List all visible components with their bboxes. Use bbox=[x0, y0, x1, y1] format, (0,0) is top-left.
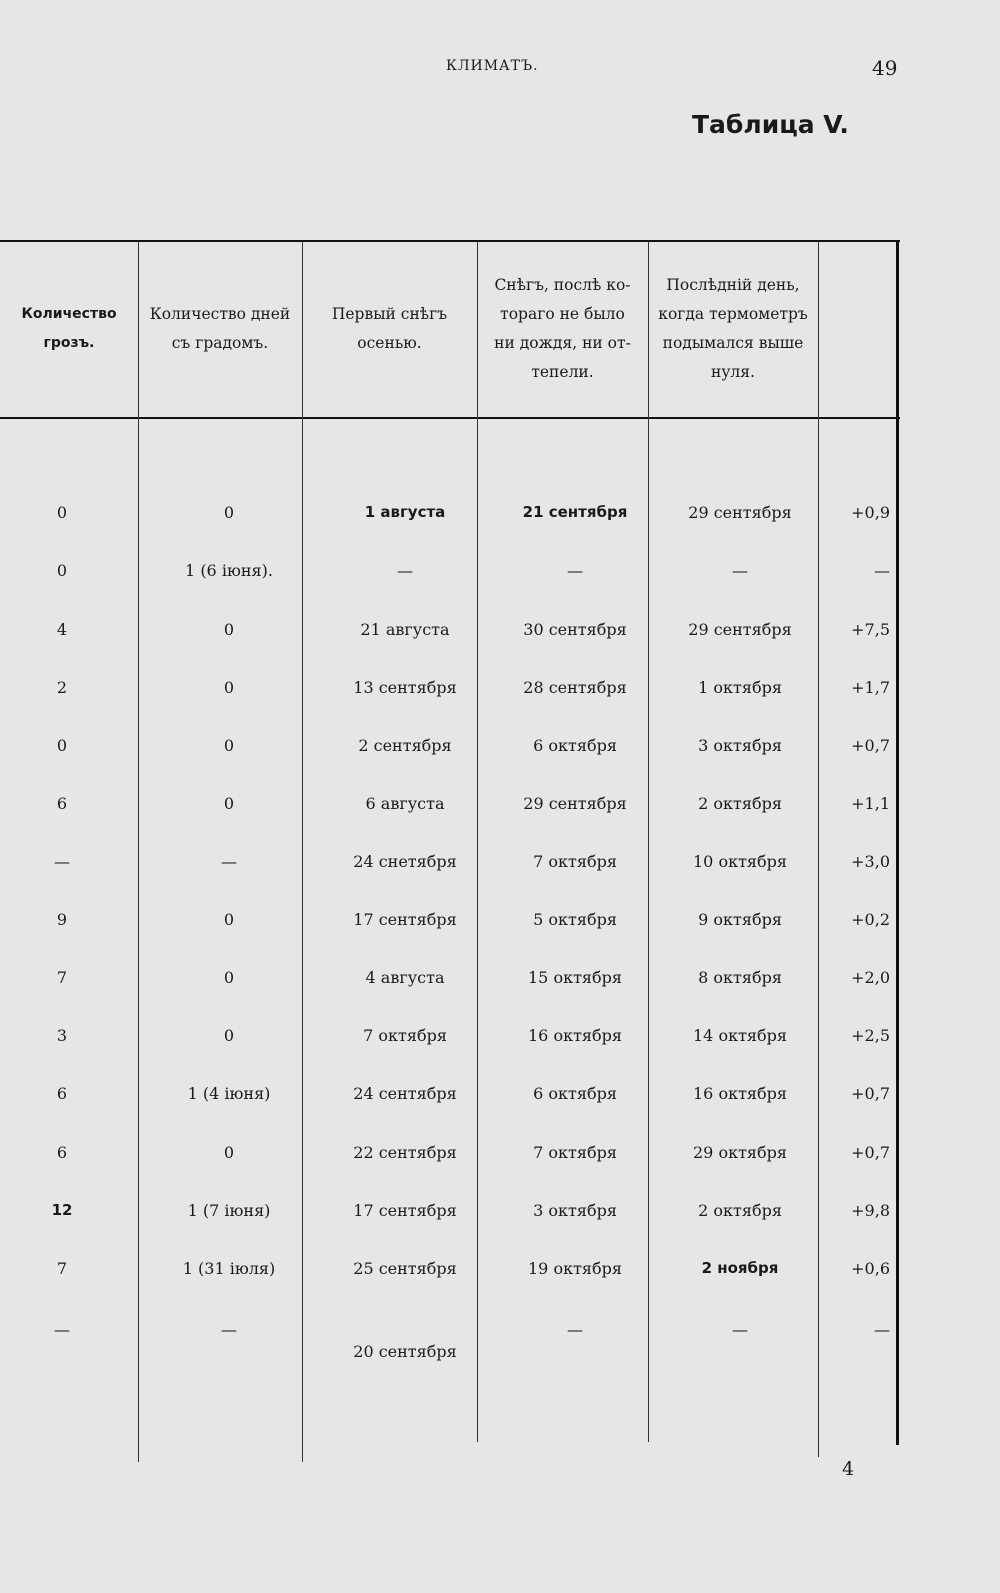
running-head: КЛИМАТЪ. bbox=[446, 58, 539, 74]
table-cell-storms: 3 bbox=[56, 1026, 68, 1045]
table-cell-temperature: +0,2 bbox=[851, 910, 890, 929]
table-cell-storms: 7 bbox=[56, 968, 68, 987]
table-cell-last-warm-day: 2 ноября bbox=[701, 1259, 779, 1277]
header-bottom-rule bbox=[0, 417, 900, 419]
table-cell-last-warm-day: 3 октября bbox=[698, 736, 782, 755]
table-cell-temperature: +9,8 bbox=[851, 1201, 890, 1220]
table-cell-last-warm-day: 2 октября bbox=[698, 794, 782, 813]
column-header-line: ни дождя, ни от- bbox=[494, 333, 631, 352]
table-cell-first-snow: 20 сентября bbox=[353, 1342, 457, 1361]
table-cell-hail-days: 0 bbox=[223, 910, 235, 929]
table-cell-temperature: +2,0 bbox=[851, 968, 890, 987]
table-cell-temperature: +0,6 bbox=[851, 1259, 890, 1278]
table-cell-lasting-snow: 28 сентября bbox=[523, 678, 627, 697]
table-cell-last-warm-day: 29 сентября bbox=[688, 620, 792, 639]
table-cell-storms: 4 bbox=[56, 620, 68, 639]
column-header-line: когда термометръ bbox=[658, 304, 808, 323]
table-cell-hail-days: 0 bbox=[223, 736, 235, 755]
table-cell-storms: 7 bbox=[56, 1259, 68, 1278]
table-cell-hail-days: 1 (7 iюня) bbox=[187, 1201, 271, 1220]
table-cell-temperature: +0,7 bbox=[851, 1084, 890, 1103]
table-cell-hail-days: 1 (6 iюня). bbox=[185, 561, 273, 580]
table-cell-first-snow: 17 сентября bbox=[353, 1201, 457, 1220]
table-cell-temperature: — bbox=[874, 1320, 890, 1339]
table-cell-last-warm-day: 2 октября bbox=[698, 1201, 782, 1220]
table-cell-hail-days: 0 bbox=[223, 678, 235, 697]
column-header bbox=[477, 240, 648, 417]
table-row bbox=[0, 1143, 900, 1183]
table-cell-hail-days: 0 bbox=[223, 794, 235, 813]
column-header-line: Первый снѣгъ bbox=[331, 304, 448, 323]
table-cell-storms: 0 bbox=[56, 561, 68, 580]
table-cell-temperature: +0,7 bbox=[851, 1143, 890, 1162]
table-cell-temperature: +1,1 bbox=[851, 794, 890, 813]
table-title: Таблица V. bbox=[692, 110, 849, 139]
signature-mark: 4 bbox=[842, 1458, 855, 1480]
table-cell-last-warm-day: 10 октября bbox=[693, 852, 787, 871]
table-cell-temperature: +3,0 bbox=[851, 852, 890, 871]
table-row bbox=[0, 1259, 900, 1299]
column-header-line: тораго не было bbox=[500, 304, 625, 323]
table-row bbox=[0, 794, 900, 834]
column-header-line: грозъ. bbox=[43, 334, 95, 351]
table-cell-storms: — bbox=[54, 1320, 70, 1339]
table-cell-hail-days: — bbox=[221, 1320, 237, 1339]
table-cell-hail-days: 0 bbox=[223, 503, 235, 522]
table-cell-first-snow: 7 октября bbox=[363, 1026, 447, 1045]
table-cell-first-snow: 21 августа bbox=[360, 620, 450, 639]
table-cell-lasting-snow: 5 октября bbox=[533, 910, 617, 929]
table-cell-temperature: +0,7 bbox=[851, 736, 890, 755]
column-header-line: осенью. bbox=[357, 333, 422, 352]
table-cell-last-warm-day: 14 октября bbox=[693, 1026, 787, 1045]
table-row bbox=[0, 503, 900, 543]
table-cell-last-warm-day: — bbox=[732, 1320, 748, 1339]
column-header-line: Количество bbox=[21, 305, 117, 322]
table-cell-lasting-snow: 21 сентября bbox=[522, 503, 628, 521]
table-cell-last-warm-day: 8 октября bbox=[698, 968, 782, 987]
table-cell-lasting-snow: — bbox=[567, 1320, 583, 1339]
table-cell-lasting-snow: 3 октября bbox=[533, 1201, 617, 1220]
column-header bbox=[818, 240, 898, 417]
table-cell-last-warm-day: 29 октября bbox=[693, 1143, 787, 1162]
table-cell-storms: 12 bbox=[51, 1201, 73, 1219]
table-cell-storms: 2 bbox=[56, 678, 68, 697]
table-cell-first-snow: — bbox=[397, 561, 413, 580]
table-cell-lasting-snow: 29 сентября bbox=[523, 794, 627, 813]
table-row bbox=[0, 620, 900, 660]
table-cell-lasting-snow: 19 октября bbox=[528, 1259, 622, 1278]
column-header-line: Послѣднiй день, bbox=[666, 275, 800, 294]
table-cell-first-snow: 1 августа bbox=[364, 503, 446, 521]
table-cell-temperature: +0,9 bbox=[851, 503, 890, 522]
column-header-line: тепели. bbox=[531, 362, 594, 381]
table-cell-storms: — bbox=[54, 852, 70, 871]
table-cell-storms: 9 bbox=[56, 910, 68, 929]
table-cell-hail-days: 0 bbox=[223, 620, 235, 639]
table-cell-first-snow: 6 августа bbox=[365, 794, 445, 813]
table-cell-hail-days: 0 bbox=[223, 1026, 235, 1045]
table-cell-last-warm-day: 9 октября bbox=[698, 910, 782, 929]
table-cell-temperature: +7,5 bbox=[851, 620, 890, 639]
table-row bbox=[0, 1084, 900, 1124]
table-row bbox=[0, 736, 900, 776]
table-cell-lasting-snow: 6 октября bbox=[533, 736, 617, 755]
table-cell-first-snow: 24 сентября bbox=[353, 1084, 457, 1103]
table-cell-hail-days: 0 bbox=[223, 1143, 235, 1162]
table-cell-hail-days: — bbox=[221, 852, 237, 871]
table-row bbox=[0, 852, 900, 892]
table-cell-storms: 6 bbox=[56, 794, 68, 813]
table-cell-hail-days: 1 (4 iюня) bbox=[187, 1084, 271, 1103]
table-cell-first-snow: 25 сентября bbox=[353, 1259, 457, 1278]
table-cell-last-warm-day: 1 октября bbox=[698, 678, 782, 697]
column-header bbox=[302, 240, 477, 417]
table-cell-last-warm-day: 16 октября bbox=[693, 1084, 787, 1103]
table-cell-lasting-snow: 15 октября bbox=[528, 968, 622, 987]
table-cell-lasting-snow: — bbox=[567, 561, 583, 580]
table-cell-lasting-snow: 30 сентября bbox=[523, 620, 627, 639]
table-row bbox=[0, 1201, 900, 1241]
table-cell-first-snow: 24 снетября bbox=[353, 852, 457, 871]
table-cell-temperature: — bbox=[874, 561, 890, 580]
table-cell-first-snow: 2 сентября bbox=[358, 736, 452, 755]
table-row bbox=[0, 1320, 900, 1360]
table-cell-storms: 0 bbox=[56, 736, 68, 755]
table-row bbox=[0, 968, 900, 1008]
column-header-line: Количество дней bbox=[149, 304, 291, 323]
column-header-line: съ градомъ. bbox=[171, 333, 269, 352]
table-cell-lasting-snow: 6 октября bbox=[533, 1084, 617, 1103]
table-row bbox=[0, 561, 900, 601]
table-cell-storms: 0 bbox=[56, 503, 68, 522]
table-row bbox=[0, 1026, 900, 1066]
table-row bbox=[0, 910, 900, 950]
table-cell-storms: 6 bbox=[56, 1084, 68, 1103]
table-row bbox=[0, 678, 900, 718]
table-cell-last-warm-day: — bbox=[732, 561, 748, 580]
column-header-line: Снѣгъ, послѣ ко- bbox=[494, 275, 631, 294]
table-cell-last-warm-day: 29 сентября bbox=[688, 503, 792, 522]
column-header-line: нуля. bbox=[710, 362, 755, 381]
column-header-line: подымался выше bbox=[662, 333, 804, 352]
column-header bbox=[138, 240, 302, 417]
table-cell-temperature: +1,7 bbox=[851, 678, 890, 697]
table-cell-hail-days: 0 bbox=[223, 968, 235, 987]
table-cell-first-snow: 4 августа bbox=[365, 968, 445, 987]
table-cell-first-snow: 22 сентября bbox=[353, 1143, 457, 1162]
table-cell-first-snow: 13 сентября bbox=[353, 678, 457, 697]
table-cell-hail-days: 1 (31 iюля) bbox=[182, 1259, 276, 1278]
table-cell-lasting-snow: 16 октября bbox=[528, 1026, 622, 1045]
page-number: 49 bbox=[872, 56, 898, 80]
column-header bbox=[0, 240, 138, 417]
column-header bbox=[648, 240, 818, 417]
table-cell-temperature: +2,5 bbox=[851, 1026, 890, 1045]
table-cell-first-snow: 17 сентября bbox=[353, 910, 457, 929]
table-cell-lasting-snow: 7 октября bbox=[533, 1143, 617, 1162]
table-cell-lasting-snow: 7 октября bbox=[533, 852, 617, 871]
table-cell-storms: 6 bbox=[56, 1143, 68, 1162]
